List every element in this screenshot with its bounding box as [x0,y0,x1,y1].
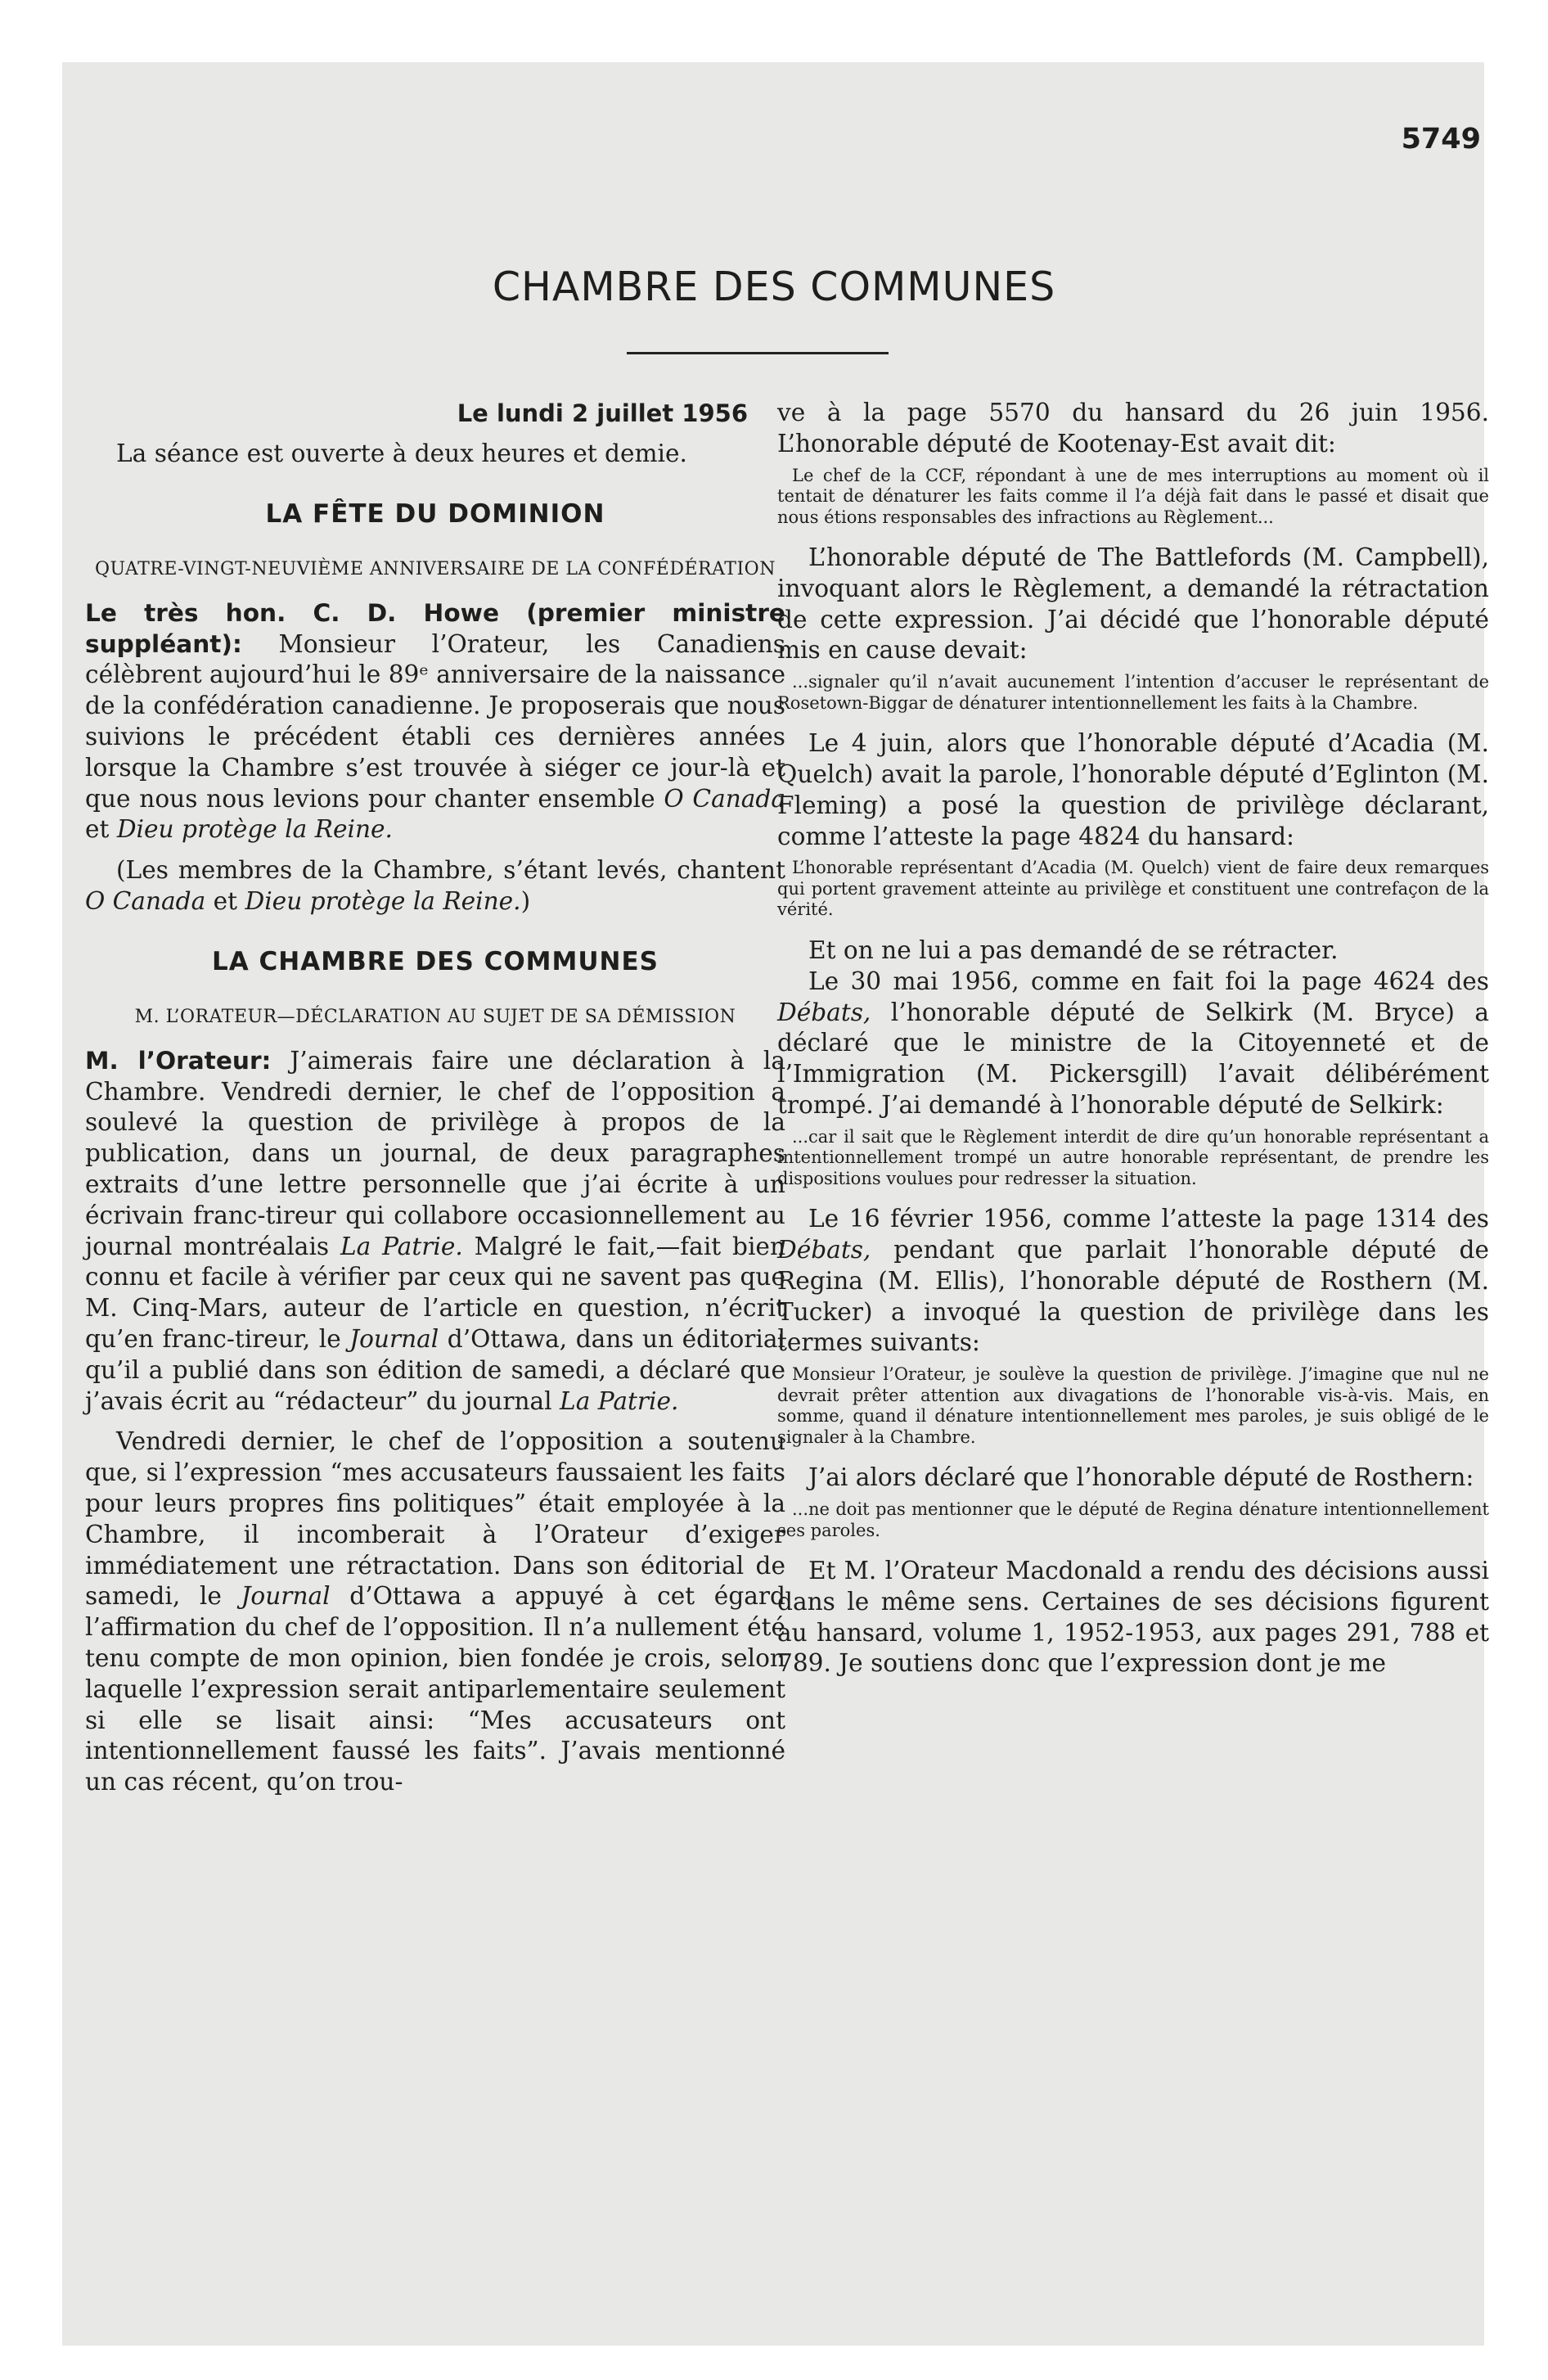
right-column [777,398,1489,1679]
quotation: ...signaler qu’il n’avait aucunement l’intention d’accuser le représentant de Rosetown-Biggar de dénaturer intentionnellement les faits à la Chambre. [777,672,1489,713]
title-divider [627,352,889,354]
quotation: L’honorable représentant d’Acadia (M. Quelch) vient de faire deux remarques qui portent gravement atteinte au privilège et constituent une contrefaçon de la vérité. [777,858,1489,920]
quotation: Monsieur l’Orateur, je soulève la question de privilège. J’imagine que nul ne devrait prêter attention aux divagations de l’honorable vis-à-vis. Mais, en somme, quand il dénature intentionnellement mes paroles, je suis obligé de le signaler à la Chambre. [777,1364,1489,1447]
members-paragraph: (Les membres de la Chambre, s’étant levés, chantent O Canada et Dieu protège la Reine.) [85,856,785,915]
quotation: ...car il sait que le Règlement interdit de dire qu’un honorable représentant a intentionnellement trompé un autre honorable représentant, de prendre les dispositions voulues pour redresser la situation. [777,1126,1489,1188]
section-subheading-resignation: M. L’ORATEUR—DÉCLARATION AU SUJET DE SA DÉMISSION [134,1006,736,1027]
quotation: ...ne doit pas mentionner que le député de Regina dénature intentionnellement ses paroles. [777,1499,1489,1540]
page-title: CHAMBRE DES COMMUNES [492,264,1056,310]
section-heading-commons: LA CHAMBRE DES COMMUNES [212,946,659,976]
body-paragraph: J’ai alors déclaré que l’honorable député de Rosthern: [808,1463,1474,1492]
howe-paragraph: Le très hon. C. D. Howe (premier ministre suppléant): Monsieur l’Orateur, les Canadiens célèbrent aujourd’hui le 89ᵉ anniversaire de la naissance de la confédération canadienne. Je proposerais que nous suivions le précédent établi ces dernières années lorsque la Chambre s’est trouvée à siéger ce jour-là et que nous nous levions pour chanter ensemble O Canada et Dieu protège la Reine. [85,598,786,844]
body-paragraph: ve à la page 5570 du hansard du 26 juin 1956. L’honorable député de Kootenay-Est avait dit: [777,399,1489,458]
body-paragraph: Et M. l’Orateur Macdonald a rendu des décisions aussi dans le même sens. Certaines de ses décisions figurent au hansard, volume 1, 1952-1953, aux pages 291, 788 et 789. Je soutiens donc que l’expression dont je me [777,1557,1489,1678]
section-heading-dominion: LA FÊTE DU DOMINION [265,498,605,529]
body-paragraph: Et on ne lui a pas demandé de se rétracter. [808,935,1339,964]
section-subheading-anniversary: QUATRE-VINGT-NEUVIÈME ANNIVERSAIRE DE LA CONFÉDÉRATION [95,558,776,579]
orateur-paragraph-2: Vendredi dernier, le chef de l’opposition a soutenu que, si l’expression “mes accusateurs faussaient les faits pour leurs propres fins politiques” était employée à la Chambre, il incomberait à l’Orateur d’exiger immédiatement une rétractation. Dans son éditorial de samedi, le Journal d’Ottawa a appuyé à cet égard l’affirmation du chef de l’opposition. Il n’a nullement été tenu compte de mon opinion, bien fondée je crois, selon laquelle l’expression serait antiparlementaire seulement si elle se lisait ainsi: “Mes accusateurs ont intentionnellement faussé les faits”. J’avais mentionné un cas récent, qu’on trou- [85,1427,785,1796]
body-paragraph: Le 4 juin, alors que l’honorable député d’Acadia (M. Quelch) avait la parole, l’honorable député d’Eglinton (M. Fleming) a posé la question de privilège déclarant, comme l’atteste la page 4824 du hansard: [777,729,1489,850]
sitting-date: Le lundi 2 juillet 1956 [457,399,748,427]
body-paragraph: Le 16 février 1956, comme l’atteste la page 1314 des Débats, pendant que parlait l’honorable député de Regina (M. Ellis), l’honorable député de Rosthern (M. Tucker) a invoqué la question de privilège dans les termes suivants: [777,1205,1489,1357]
speaker-name: Le très hon. C. D. Howe (premier ministre suppléant): [85,598,785,658]
page-number: 5749 [1401,123,1481,156]
orateur-paragraph-1: M. l’Orateur: J’aimerais faire une déclaration à la Chambre. Vendredi dernier, le chef de l’opposition a soulevé la question de privilège à propos de la publication, dans un journal, de deux paragraphes extraits d’une lettre personnelle que j’ai écrite à un écrivain franc-tireur qui collabore occasionnellement au journal montréalais La Patrie. Malgré le fait,—fait bien connu et facile à vérifier par ceux qui ne savent pas que M. Cinq-Mars, auteur de l’article en question, n’écrit qu’en franc-tireur, le Journal d’Ottawa, dans un éditorial qu’il a publié dans son édition de samedi, a déclaré que j’avais écrit au “rédacteur” du journal La Patrie. [85,1046,786,1415]
left-column [85,398,785,1798]
quotation: Le chef de la CCF, répondant à une de mes interruptions au moment où il tentait de dénaturer les faits comme il l’a déjà fait dans le passé et disait que nous étions responsables des infractions au Règlement... [777,465,1489,527]
body-paragraph: Le 30 mai 1956, comme en fait foi la page 4624 des Débats, l’honorable député de Selkirk (M. Bryce) a déclaré que le ministre de la Citoyenneté et de l’Immigration (M. Pickersgill) l’avait délibérément trompé. J’ai demandé à l’honorable député de Selkirk: [777,967,1489,1119]
speaker-name: M. l’Orateur: [85,1046,272,1075]
opening-statement: La séance est ouverte à deux heures et demie. [116,439,687,467]
body-paragraph: L’honorable député de The Battlefords (M. Campbell), invoquant alors le Règlement, a demandé la rétractation de cette expression. J’ai décidé que l’honorable député mis en cause devait: [777,543,1489,665]
